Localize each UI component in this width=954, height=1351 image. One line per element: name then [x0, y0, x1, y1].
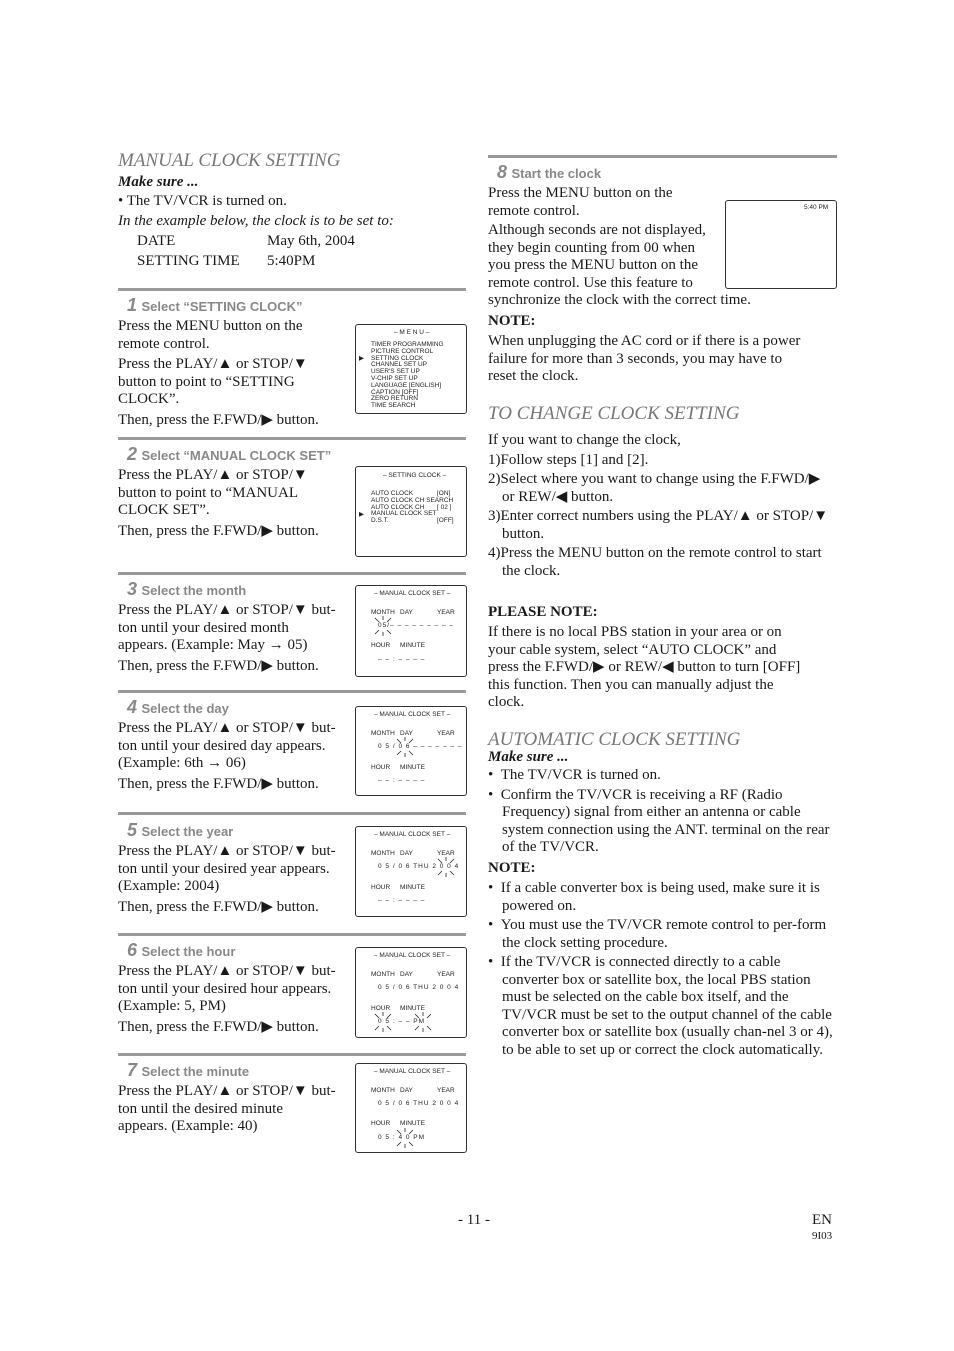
text-line: Press the PLAY/▲ or STOP/▼ but-	[118, 720, 336, 736]
day-label: DAY	[400, 971, 413, 978]
text-line: reset the clock.	[488, 368, 579, 384]
date-row-value: 0 5 / 0 6 THU 2 0 0 4	[378, 863, 460, 870]
menu-item: LANGUAGE [ENGLISH]	[371, 381, 442, 389]
change-clock-text	[488, 432, 833, 580]
text-line: ton until the desired minute	[118, 1100, 283, 1117]
month-label: MONTH	[371, 971, 395, 978]
screen-title: – MANUAL CLOCK SET –	[374, 1068, 451, 1075]
menu-item: MANUAL CLOCK SET	[371, 510, 437, 518]
step-4-text	[118, 720, 353, 793]
step-7-text	[118, 1083, 353, 1136]
note-text	[488, 333, 833, 386]
text-line: they begin counting from 00 when	[488, 239, 696, 256]
step-number: 5	[127, 820, 138, 840]
month-label: MONTH	[371, 850, 395, 857]
step-label: Select the year	[141, 824, 234, 839]
menu-item: AUTO CLOCK	[371, 490, 414, 497]
auto-make-sure-label: Make sure ...	[488, 749, 569, 765]
day-label: DAY	[400, 730, 413, 737]
manual-clock-screen-hour	[355, 947, 467, 1038]
text-line: synchronize the clock with the correct time.	[488, 292, 751, 308]
text-line: Press the PLAY/▲ or STOP/▼	[118, 467, 308, 483]
menu-item: PICTURE CONTROL	[371, 347, 434, 355]
cursor-icon: ▶	[359, 355, 364, 362]
bullet-text: The TV/VCR is turned on.	[500, 767, 661, 783]
text-line: CLOCK SET”.	[118, 502, 210, 518]
manual-clock-screen-month	[355, 585, 467, 677]
manual-clock-setting-title: MANUAL CLOCK SETTING	[118, 150, 341, 171]
text-line: Then, press the F.FWD/▶ button.	[118, 522, 319, 539]
blink-icon	[412, 1012, 434, 1032]
manual-clock-screen-day	[355, 706, 467, 796]
text-line: remote control. Use this feature to	[488, 274, 693, 291]
divider	[118, 1053, 466, 1056]
text-line: Press the MENU button on the	[488, 185, 673, 201]
text-line: clock.	[488, 694, 525, 710]
auto-notes	[488, 880, 836, 1059]
text-line: Press the PLAY/▲ or STOP/▼ but-	[118, 1083, 336, 1099]
step-1-heading	[127, 295, 303, 316]
make-sure-label: Make sure ...	[118, 174, 199, 190]
text-line: (Example: 5, PM)	[118, 998, 226, 1014]
divider	[488, 155, 837, 158]
step-label: Select the minute	[141, 1064, 250, 1079]
language-code: EN	[812, 1212, 832, 1228]
text-line: Press the PLAY/▲ or STOP/▼ but-	[118, 843, 336, 859]
time-row-value: – – : – – – –	[378, 656, 426, 663]
step-number: 7	[127, 1060, 138, 1080]
menu-item: D.S.T.	[371, 517, 389, 525]
step-5-heading	[127, 820, 233, 841]
setting-clock-screen	[355, 466, 467, 557]
date-value: May 6th, 2004	[267, 233, 355, 249]
text-line: appears. (Example: May → 05)	[118, 637, 308, 653]
list-item: 3)Enter correct numbers using the PLAY/▲ or STOP/▼ button.	[488, 508, 829, 542]
minute-label: MINUTE	[400, 642, 425, 649]
change-clock-title: TO CHANGE CLOCK SETTING	[488, 403, 740, 424]
list-item: • The TV/VCR is turned on.	[488, 767, 661, 783]
setting-value: [ 02 ]	[437, 503, 452, 511]
day-label: DAY	[400, 850, 413, 857]
text-line: button to point to “MANUAL	[118, 484, 298, 501]
date-row-value: 05/– – – – – – – – –	[378, 622, 455, 629]
text-line: Then, press the F.FWD/▶ button.	[118, 775, 319, 792]
time-row-value: – – : – – – –	[378, 897, 426, 904]
step-2-heading	[127, 444, 331, 465]
step-1-text	[118, 318, 353, 429]
text-line: Press the MENU button on the	[118, 318, 303, 334]
list-item: • You must use the TV/VCR remote control to per-form the clock setting procedure.	[488, 917, 827, 951]
step-number: 3	[127, 579, 138, 599]
text-line: Then, press the F.FWD/▶ button.	[118, 1018, 319, 1035]
text-line: Although seconds are not displayed,	[488, 222, 706, 238]
menu-item: ZERO RETURN	[371, 395, 418, 403]
step-3-text	[118, 602, 353, 675]
year-label: YEAR	[437, 971, 455, 978]
text-line: If you want to change the clock,	[488, 432, 681, 448]
blink-icon	[394, 1128, 416, 1148]
blink-icon	[372, 1012, 394, 1032]
divider	[118, 690, 466, 693]
step-number: 4	[127, 697, 138, 717]
hour-label: HOUR	[371, 764, 391, 771]
hour-label: HOUR	[371, 1120, 391, 1127]
minute-label: MINUTE	[400, 884, 425, 891]
minute-label: MINUTE	[400, 1005, 425, 1012]
list-item: • Confirm the TV/VCR is receiving a RF (Radio Frequency) signal from either an antenna or cable system connection using the ANT. terminal on the rear of the TV/VCR.	[488, 786, 830, 855]
blink-icon	[394, 737, 416, 757]
text-line: this function. Then you can manually adjust the	[488, 676, 774, 693]
divider	[118, 437, 466, 440]
day-label: DAY	[400, 1087, 413, 1094]
time-row-value: 0 5 : – – PM	[378, 1018, 426, 1025]
step-number: 6	[127, 940, 138, 960]
step-label: Select the day	[141, 701, 229, 716]
please-note-label: PLEASE NOTE:	[488, 604, 598, 620]
menu-item: USER'S SET UP	[371, 368, 420, 376]
text-line: button to point to “SETTING	[118, 373, 295, 390]
text-line: ton until your desired day appears.	[118, 737, 326, 754]
step-6-heading	[127, 940, 235, 961]
date-row	[137, 233, 355, 251]
menu-item: V-CHIP SET UP	[371, 374, 418, 382]
list-item: • If the TV/VCR is connected directly to a cable converter box or satellite box, the local PBS station must be selected on the cable box itself, and the TV/VCR must be set to the output channel of the cable converter box or satellite box (usually chan-nel 3 or 4), to be able to set up or correct the clock automatically.	[488, 954, 833, 1058]
menu-item: AUTO CLOCK CH	[371, 503, 425, 511]
text-line: If there is no local PBS station in your area or on	[488, 624, 782, 640]
text-line: When unplugging the AC cord or if there is a power	[488, 333, 801, 349]
blink-icon	[372, 616, 394, 636]
list-item: • If a cable converter box is being used, make sure it is powered on.	[488, 880, 820, 914]
step-4-heading	[127, 697, 229, 718]
please-note-text	[488, 624, 833, 712]
month-label: MONTH	[371, 1087, 395, 1094]
step-3-heading	[127, 579, 246, 600]
text-line: ton until your desired hour appears.	[118, 980, 332, 997]
step-number: 8	[497, 162, 508, 182]
clock-screen	[725, 200, 837, 289]
month-label: MONTH	[371, 730, 395, 737]
screen-title: – MANUAL CLOCK SET –	[374, 831, 451, 838]
setting-value: [ON]	[437, 490, 451, 497]
cursor-icon: ▶	[359, 511, 364, 518]
screen-title: – MANUAL CLOCK SET –	[374, 952, 451, 959]
divider	[118, 288, 466, 291]
date-row-value: 0 5 / 0 6 – – – – – – –	[378, 743, 463, 750]
step-5-text	[118, 843, 353, 916]
text-line: appears. (Example: 40)	[118, 1118, 258, 1134]
bullet-text: You must use the TV/VCR remote control to per-form the clock setting procedure.	[500, 917, 827, 951]
menu-list	[371, 342, 444, 410]
step-7-heading	[127, 1060, 249, 1081]
step-6-text	[118, 963, 353, 1036]
divider	[118, 933, 466, 936]
list-item: 1)Follow steps [1] and [2].	[488, 451, 649, 468]
manual-clock-screen-year	[355, 826, 467, 917]
screen-title: – MANUAL CLOCK SET –	[374, 711, 451, 718]
auto-note-label: NOTE:	[488, 860, 536, 876]
year-label: YEAR	[437, 730, 455, 737]
minute-label: MINUTE	[400, 764, 425, 771]
menu-item: CHANNEL SET UP	[371, 361, 427, 369]
time-row-value: 0 5 : 4 0 PM	[378, 1134, 426, 1141]
automatic-clock-title: AUTOMATIC CLOCK SETTING	[488, 729, 741, 750]
text-line: failure for more than 3 seconds, you may have to	[488, 350, 783, 367]
list-item: 4)Press the MENU button on the remote control to start the clock.	[488, 545, 822, 579]
bullet-text: Confirm the TV/VCR is receiving a RF (Radio Frequency) signal from either an antenna or cable system connection using the ANT. terminal on the rear of the TV/VCR.	[500, 786, 830, 855]
auto-bullets	[488, 767, 836, 857]
time-label: SETTING TIME	[137, 253, 240, 269]
menu-item: TIMER PROGRAMMING	[371, 341, 444, 348]
text-line: Then, press the F.FWD/▶ button.	[118, 898, 319, 915]
step-label: Select the hour	[141, 944, 236, 959]
menu-item: SETTING CLOCK	[371, 354, 424, 362]
text-line: ton until your desired month	[118, 619, 289, 636]
year-label: YEAR	[437, 1087, 455, 1094]
date-row-value: 0 5 / 0 6 THU 2 0 0 4	[378, 984, 460, 991]
step-number: 2	[127, 444, 138, 464]
step-8-heading	[497, 162, 601, 183]
step-label: Select “SETTING CLOCK”	[141, 299, 303, 314]
note-label: NOTE:	[488, 313, 536, 329]
clock-display: 5:40 PM	[804, 204, 829, 211]
menu-item: AUTO CLOCK CH SEARCH	[371, 496, 454, 504]
bullet-text: If a cable converter box is being used, make sure it is powered on.	[500, 880, 820, 914]
screen-title: – M E N U –	[394, 329, 430, 336]
time-row-value: – – : – – – –	[378, 777, 426, 784]
text-line: Then, press the F.FWD/▶ button.	[118, 657, 319, 674]
step-label: Select the month	[141, 583, 247, 598]
tv-on-text: • The TV/VCR is turned on.	[118, 193, 287, 209]
text-line: remote control.	[488, 202, 580, 219]
example-text: In the example below, the clock is to be set to:	[118, 213, 394, 229]
time-row	[137, 253, 315, 271]
list-item: 2)Select where you want to change using the F.FWD/▶ or REW/◀ button.	[488, 471, 821, 505]
date-label: DATE	[137, 233, 176, 249]
text-line: you press the MENU button on the	[488, 257, 698, 273]
menu-screen	[355, 324, 467, 414]
time-value: 5:40PM	[267, 253, 316, 269]
year-label: YEAR	[437, 609, 455, 616]
month-label: MONTH	[371, 609, 395, 616]
divider	[118, 572, 466, 575]
bullet-text: If the TV/VCR is connected directly to a cable converter box or satellite box, the local PBS station must be selected on the cable box itself, and the TV/VCR must be set to the output channel of the cable converter box or satellite box (usually chan-nel 3 or 4), to be able to set up or correct the clock automatically.	[500, 954, 833, 1058]
screen-title: – MANUAL CLOCK SET –	[374, 590, 451, 597]
text-line: remote control.	[118, 335, 210, 352]
model-code: 9I03	[812, 1230, 833, 1242]
page-number: - 11 -	[458, 1212, 490, 1228]
divider	[118, 812, 466, 815]
step-number: 1	[127, 295, 138, 315]
day-label: DAY	[400, 609, 413, 616]
text-line: Press the PLAY/▲ or STOP/▼	[118, 356, 308, 372]
text-line: (Example: 2004)	[118, 878, 220, 894]
step-label: Start the clock	[511, 166, 602, 181]
year-label: YEAR	[437, 850, 455, 857]
hour-label: HOUR	[371, 1005, 391, 1012]
menu-item: TIME SEARCH	[371, 402, 416, 410]
text-line: press the F.FWD/▶ or REW/◀ button to turn [OFF]	[488, 659, 801, 675]
step-2-text	[118, 467, 353, 540]
step-label: Select “MANUAL CLOCK SET”	[141, 448, 332, 463]
hour-label: HOUR	[371, 884, 391, 891]
minute-label: MINUTE	[400, 1120, 425, 1127]
menu-item: CAPTION [OFF]	[371, 388, 419, 396]
screen-title: – SETTING CLOCK –	[383, 472, 447, 479]
hour-label: HOUR	[371, 642, 391, 649]
text-line: your cable system, select “AUTO CLOCK” and	[488, 641, 777, 658]
text-line: ton until your desired year appears.	[118, 860, 330, 877]
date-row-value: 0 5 / 0 6 THU 2 0 0 4	[378, 1100, 460, 1107]
text-line: Press the PLAY/▲ or STOP/▼ but-	[118, 963, 336, 979]
text-line: (Example: 6th → 06)	[118, 755, 246, 771]
text-line: Then, press the F.FWD/▶ button.	[118, 411, 319, 428]
text-line: CLOCK”.	[118, 391, 180, 407]
setting-value: [OFF]	[437, 517, 454, 525]
text-line: Press the PLAY/▲ or STOP/▼ but-	[118, 602, 336, 618]
manual-clock-screen-minute	[355, 1063, 467, 1153]
blink-icon	[435, 857, 457, 877]
